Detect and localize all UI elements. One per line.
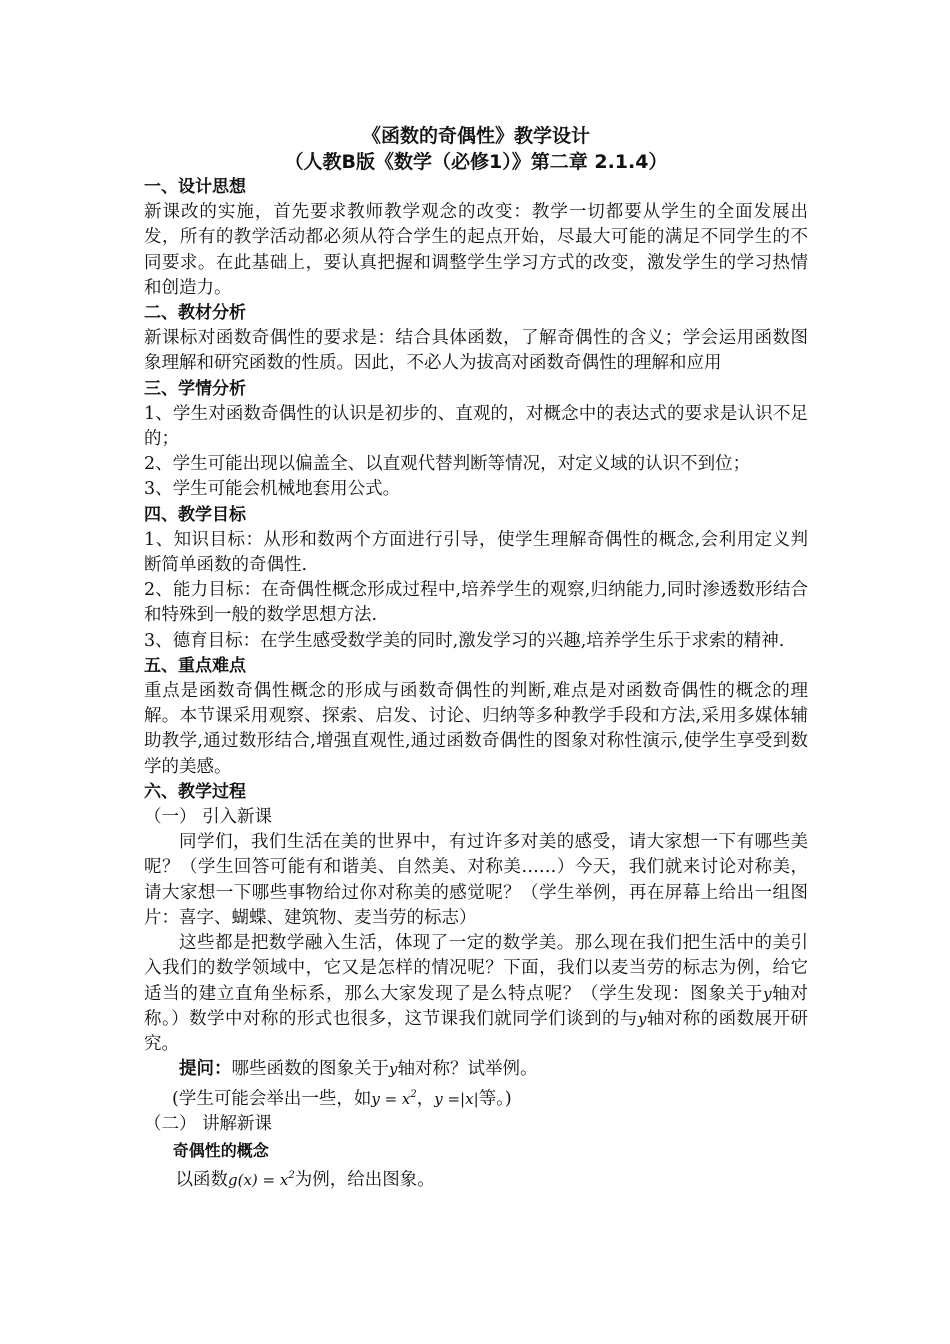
question-text-a: 哪些函数的图象关于	[231, 1059, 389, 1080]
var-y-1: y	[763, 984, 772, 1003]
section-heading-students: 三、学情分析	[144, 378, 246, 399]
doc-title: 《函数的奇偶性》教学设计	[361, 125, 590, 147]
section-body-keypoints: 重点是函数奇偶性概念的形成与函数奇偶性的判断,难点是对函数奇偶性的概念的理解。本节课采用观察、探索、启发、讨论、归纳等多种教学手段和方法,采用多媒体辅助教学,通过数形结合,增强直观性,通过函数奇偶性的图象对称性演示,使学生享受到数学的美感。	[144, 681, 808, 777]
para2-text-b: 轴对称。）数学中对称的形式也很多，这节课我们就同学们谈到的与	[144, 983, 809, 1029]
doc-subtitle: （人教B版《数学（必修1）》第二章 2.1.4）	[284, 151, 668, 173]
section-body-material: 新课标对函数奇偶性的要求是：结合具体函数，了解奇偶性的含义；学会运用函数图象理解和研究函数的性质。因此，不必人为拔高对函数奇偶性的理解和应用	[144, 328, 808, 374]
function-eq-power: 2	[288, 1169, 295, 1181]
goals-item-2: 2、能力目标：在奇偶性概念形成过程中,培养学生的观察,归纳能力,同时渗透数形结合和特殊到一般的数学思想方法.	[144, 580, 808, 626]
para2-text-c: 轴对称的函数展开研究。	[144, 1008, 808, 1054]
function-text-b: 为例，给出图象。	[294, 1169, 435, 1190]
question-text-b: 轴对称？试举例。	[397, 1059, 538, 1080]
students-item-1: 1、学生对函数奇偶性的认识是初步的、直观的，对概念中的表达式的要求是认识不足的；	[144, 403, 808, 450]
section-heading-process: 六、教学过程	[144, 781, 246, 802]
section-heading-material: 二、教材分析	[144, 303, 246, 324]
function-text-a: 以函数	[175, 1169, 228, 1190]
example-eq-1-power: 2	[410, 1089, 417, 1101]
section-heading-goals: 四、教学目标	[144, 504, 246, 525]
para2-text-a: 这些都是把数学融入生活，体现了一定的数学美。那么现在我们把生活中的美引入我们的数学领域中，它又是怎样的情况呢？下面，我们以麦当劳的标志为例，给它适当的建立直角坐标系，那么大家发现了是么特点呢？（学生发现：图象关于	[144, 933, 808, 1004]
section-heading-design: 一、设计思想	[144, 177, 246, 197]
document-content	[144, 123, 808, 1193]
example-eq-1: y = x	[371, 1090, 411, 1109]
question-line	[144, 1057, 808, 1082]
concept-heading: 奇偶性的概念	[172, 1140, 269, 1160]
students-item-2: 2、学生可能出现以偏盖全、以直观代替判断等情况，对定义域的认识不到位；	[144, 454, 751, 475]
example-eq-2: y =|x|	[434, 1090, 479, 1109]
function-line	[144, 1163, 808, 1193]
goals-item-3: 3、德育目标：在学生感受数学美的同时,激发学习的兴趣,培养学生乐于求索的精神.	[144, 630, 785, 651]
var-y-2: y	[637, 1009, 647, 1028]
example-text-a: (学生可能会举出一些，如	[172, 1089, 372, 1110]
section-heading-keypoints: 五、重点难点	[144, 655, 246, 676]
goals-item-1: 1、知识目标：从形和数两个方面进行引导，使学生理解奇偶性的概念,会利用定义判断简单函数的奇偶性.	[144, 529, 808, 576]
var-y-3: y	[389, 1060, 398, 1079]
process-part1-heading: （一） 引入新课	[144, 807, 273, 828]
process-para-1: 同学们，我们生活在美的世界中，有过许多对美的感受，请大家想一下有哪些美呢？（学生回答可能有和谐美、自然美、对称美……）今天，我们就来讨论对称美，请大家想一下哪些事物给过你对称美的感觉呢？（学生举例，再在屏幕上给出一组图片：喜字、蝴蝶、建筑物、麦当劳的标志）	[144, 832, 808, 928]
function-eq: g(x) = x	[228, 1170, 289, 1189]
question-label: 提问：	[179, 1059, 232, 1080]
section-body-design: 新课改的实施，首先要求教师教学观念的改变：教学一切都要从学生的全面发展出发，所有的教学活动都必须从符合学生的起点开始，尽最大可能的满足不同学生的不同要求。在此基础上，要认真把握和调整学生学习方式的改变，激发学生的学习热情和创造力。	[144, 202, 808, 298]
process-part2-heading: （二） 讲解新课	[144, 1114, 273, 1135]
students-item-3: 3、学生可能会机械地套用公式。	[144, 479, 401, 500]
example-sep: ，	[416, 1089, 435, 1110]
example-line	[144, 1082, 808, 1112]
example-text-b: 等。)	[478, 1089, 512, 1110]
process-para-2	[144, 931, 808, 1057]
